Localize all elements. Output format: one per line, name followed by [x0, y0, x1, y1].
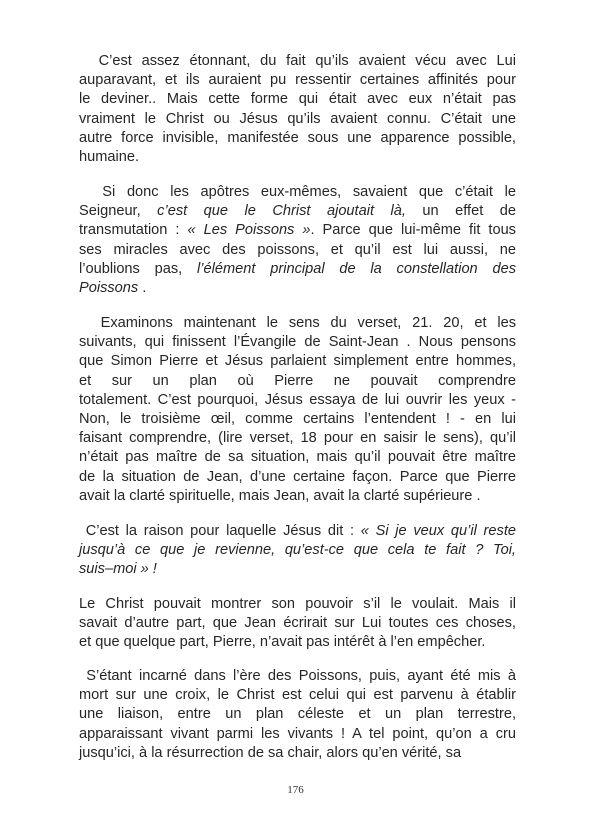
text-line: Si donc les apôtres eux-mêmes, savaient que c’était le — [79, 184, 516, 200]
text-line: auparavant, et ils auraient pu ressentir certaines affinités pour — [79, 72, 516, 89]
text-line: l’oublions pas, l’élément principal de la constellation des — [79, 260, 516, 277]
page-number: 176 — [287, 784, 304, 796]
text-line: humaine. — [79, 148, 140, 165]
text-line: suivants, qui finissent l’Évangile de Saint-Jean . Nous pensons — [79, 334, 516, 351]
text-line: une liaison, entre un plan céleste et un plan terrestre, — [79, 706, 516, 723]
paragraph-2 — [79, 183, 516, 298]
text-line: et que quelque part, Pierre, n’avait pas intérêt à l’en empêcher. — [79, 634, 486, 651]
text-line: jusqu’à ce que je revienne, qu’est-ce que cela te fait ? Toi, — [79, 542, 516, 559]
text-line: mort sur une croix, le Christ est celui qui est parvenu à établir — [79, 687, 516, 704]
text-line: et sur un plan où Pierre ne pouvait comprendre — [79, 372, 516, 389]
paragraph-6 — [79, 667, 516, 763]
text-line: le deviner.. Mais cette forme qui était avec eux n’était pas — [79, 91, 516, 108]
text-line: avait la clarté spirituelle, mais Jean, avait la clarté supérieure . — [79, 487, 481, 504]
text-line: Le Christ pouvait montrer son pouvoir s’il le voulait. Mais il — [79, 596, 516, 612]
text-line: que Simon Pierre et Jésus parlaient simplement entre hommes, — [79, 353, 516, 370]
text-line: S’étant incarné dans l’ère des Poissons, puis, ayant été mis à — [79, 668, 516, 684]
text-line: savait d’autre part, que Jean écrirait sur Lui toutes ces choses, — [79, 615, 516, 632]
paragraph-4 — [79, 522, 516, 580]
text-line: n’était pas maître de sa situation, mais qu’il pouvait être maître — [79, 449, 516, 466]
text-line: C’est assez étonnant, du fait qu’ils avaient vécu avec Lui — [79, 53, 516, 69]
text-line: ses miracles avec des poissons, et qu’il est lui aussi, ne — [79, 241, 516, 258]
text-line: vraiment le Christ ou Jésus qu’ils avaient connu. C’était une — [79, 110, 516, 127]
text-line: Non, le troisième œil, comme certains l’entendent ! - en lui — [79, 410, 516, 427]
paragraph-3 — [79, 314, 516, 506]
text-line: Examinons maintenant le sens du verset, 21. 20, et les — [79, 315, 516, 331]
text-line: jusqu’ici, à la résurrection de sa chair, alors qu’en vérité, sa — [79, 744, 462, 761]
paragraph-5 — [79, 595, 516, 653]
text-line: apparaissant vivant parmi les vivants ! A tel point, qu’on a cru — [79, 725, 516, 742]
text-line: de la situation de Jean, d’une certaine façon. Parce que Pierre — [79, 468, 516, 485]
text-line: C’est la raison pour laquelle Jésus dit : « Si je veux qu’il reste — [79, 523, 516, 539]
paragraph-1 — [79, 52, 516, 167]
text-line: transmutation : « Les Poissons ». Parce que lui-même fit tous — [79, 222, 516, 239]
text-line: faisant comprendre, (lire verset, 18 pour en saisir le sens), qu’il — [79, 430, 516, 447]
text-line: Poissons . — [79, 279, 147, 296]
text-line: suis–moi » ! — [79, 561, 157, 578]
text-line: totalement. C’est pourquoi, Jésus essaya de lui ouvrir les yeux - — [79, 391, 516, 408]
text-line: autre force invisible, manifestée sous une apparence possible, — [79, 129, 516, 146]
text-line: Seigneur, c’est que le Christ ajoutait là, un effet de — [79, 203, 516, 220]
